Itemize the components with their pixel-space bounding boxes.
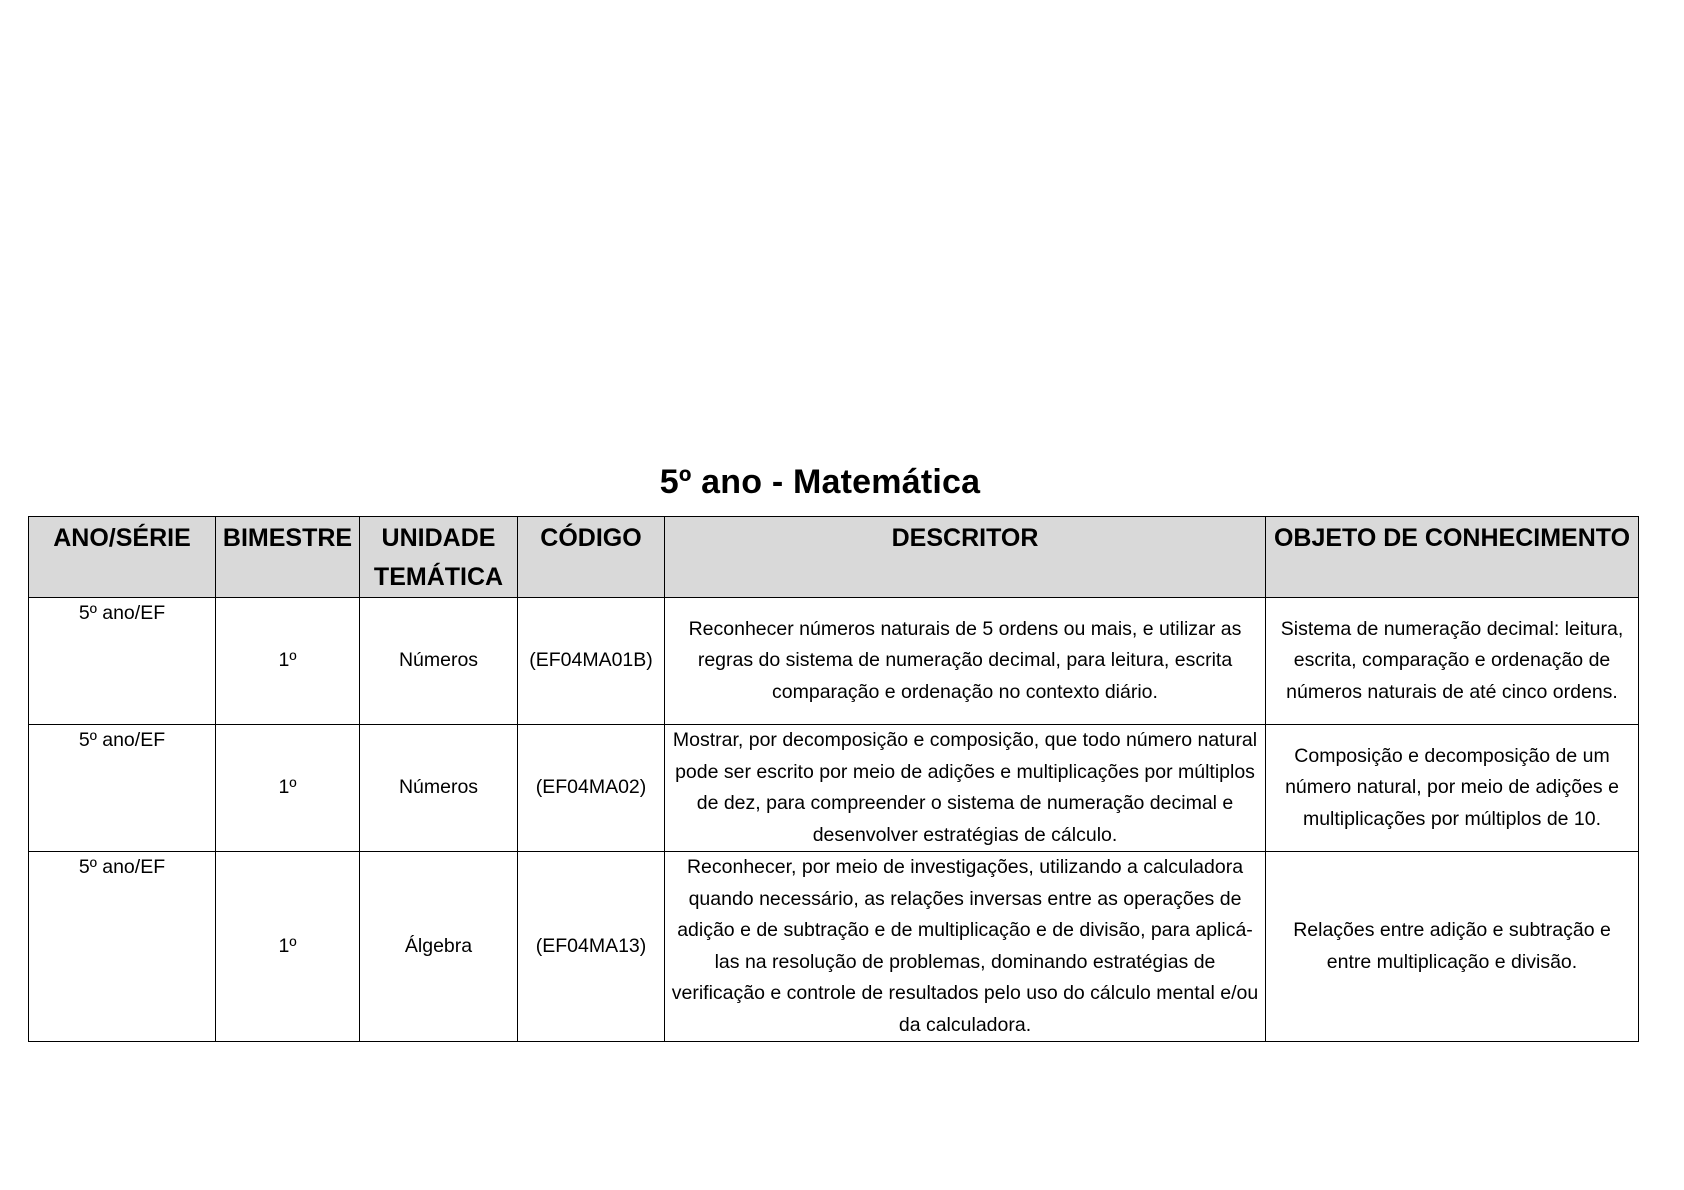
cell-codigo: (EF04MA01B) [518,598,665,725]
table-row [29,852,1639,1042]
cell-ano-serie: 5º ano/EF [29,852,216,1042]
header-objeto-de-conhecimento: OBJETO DE CONHECIMENTO [1266,517,1639,598]
cell-unidade-tematica: Números [360,725,518,852]
cell-unidade-tematica: Álgebra [360,852,518,1042]
cell-unidade-tematica: Números [360,598,518,725]
cell-codigo: (EF04MA02) [518,725,665,852]
page-title: 5º ano - Matemática [659,463,981,501]
cell-ano-serie: 5º ano/EF [29,725,216,852]
cell-objeto-de-conhecimento: Sistema de numeração decimal: leitura, escrita, comparação e ordenação de números naturais de até cinco ordens. [1266,598,1639,725]
cell-descritor: Mostrar, por decomposição e composição, que todo número natural pode ser escrito por meio de adições e multiplicações por múltiplos de dez, para compreender o sistema de numeração decimal e desenvolver estratégias de cálculo. [665,725,1266,852]
header-bimestre: BIMESTRE [216,517,360,598]
cell-descritor: Reconhecer, por meio de investigações, utilizando a calculadora quando necessário, as relações inversas entre as operações de adição e de subtração e de multiplicação e de divisão, para aplicá-las na resolução de problemas, dominando estratégias de verificação e controle de resultados pelo uso do cálculo mental e/ou da calculadora. [665,852,1266,1042]
cell-bimestre: 1º [216,598,360,725]
header-codigo: CÓDIGO [518,517,665,598]
cell-objeto-de-conhecimento: Relações entre adição e subtração e entre multiplicação e divisão. [1266,852,1639,1042]
cell-ano-serie: 5º ano/EF [29,598,216,725]
cell-bimestre: 1º [216,852,360,1042]
header-ano-serie: ANO/SÉRIE [29,517,216,598]
cell-objeto-de-conhecimento: Composição e decomposição de um número natural, por meio de adições e multiplicações por múltiplos de 10. [1266,725,1639,852]
cell-descritor: Reconhecer números naturais de 5 ordens ou mais, e utilizar as regras do sistema de numeração decimal, para leitura, escrita comparação e ordenação no contexto diário. [665,598,1266,725]
table-row [29,598,1639,725]
cell-bimestre: 1º [216,725,360,852]
header-unidade-tematica: UNIDADE TEMÁTICA [360,517,518,598]
header-descritor: DESCRITOR [665,517,1266,598]
cell-codigo: (EF04MA13) [518,852,665,1042]
table-row [29,725,1639,852]
table-header-row [29,517,1639,598]
curriculum-table [28,516,1639,1042]
